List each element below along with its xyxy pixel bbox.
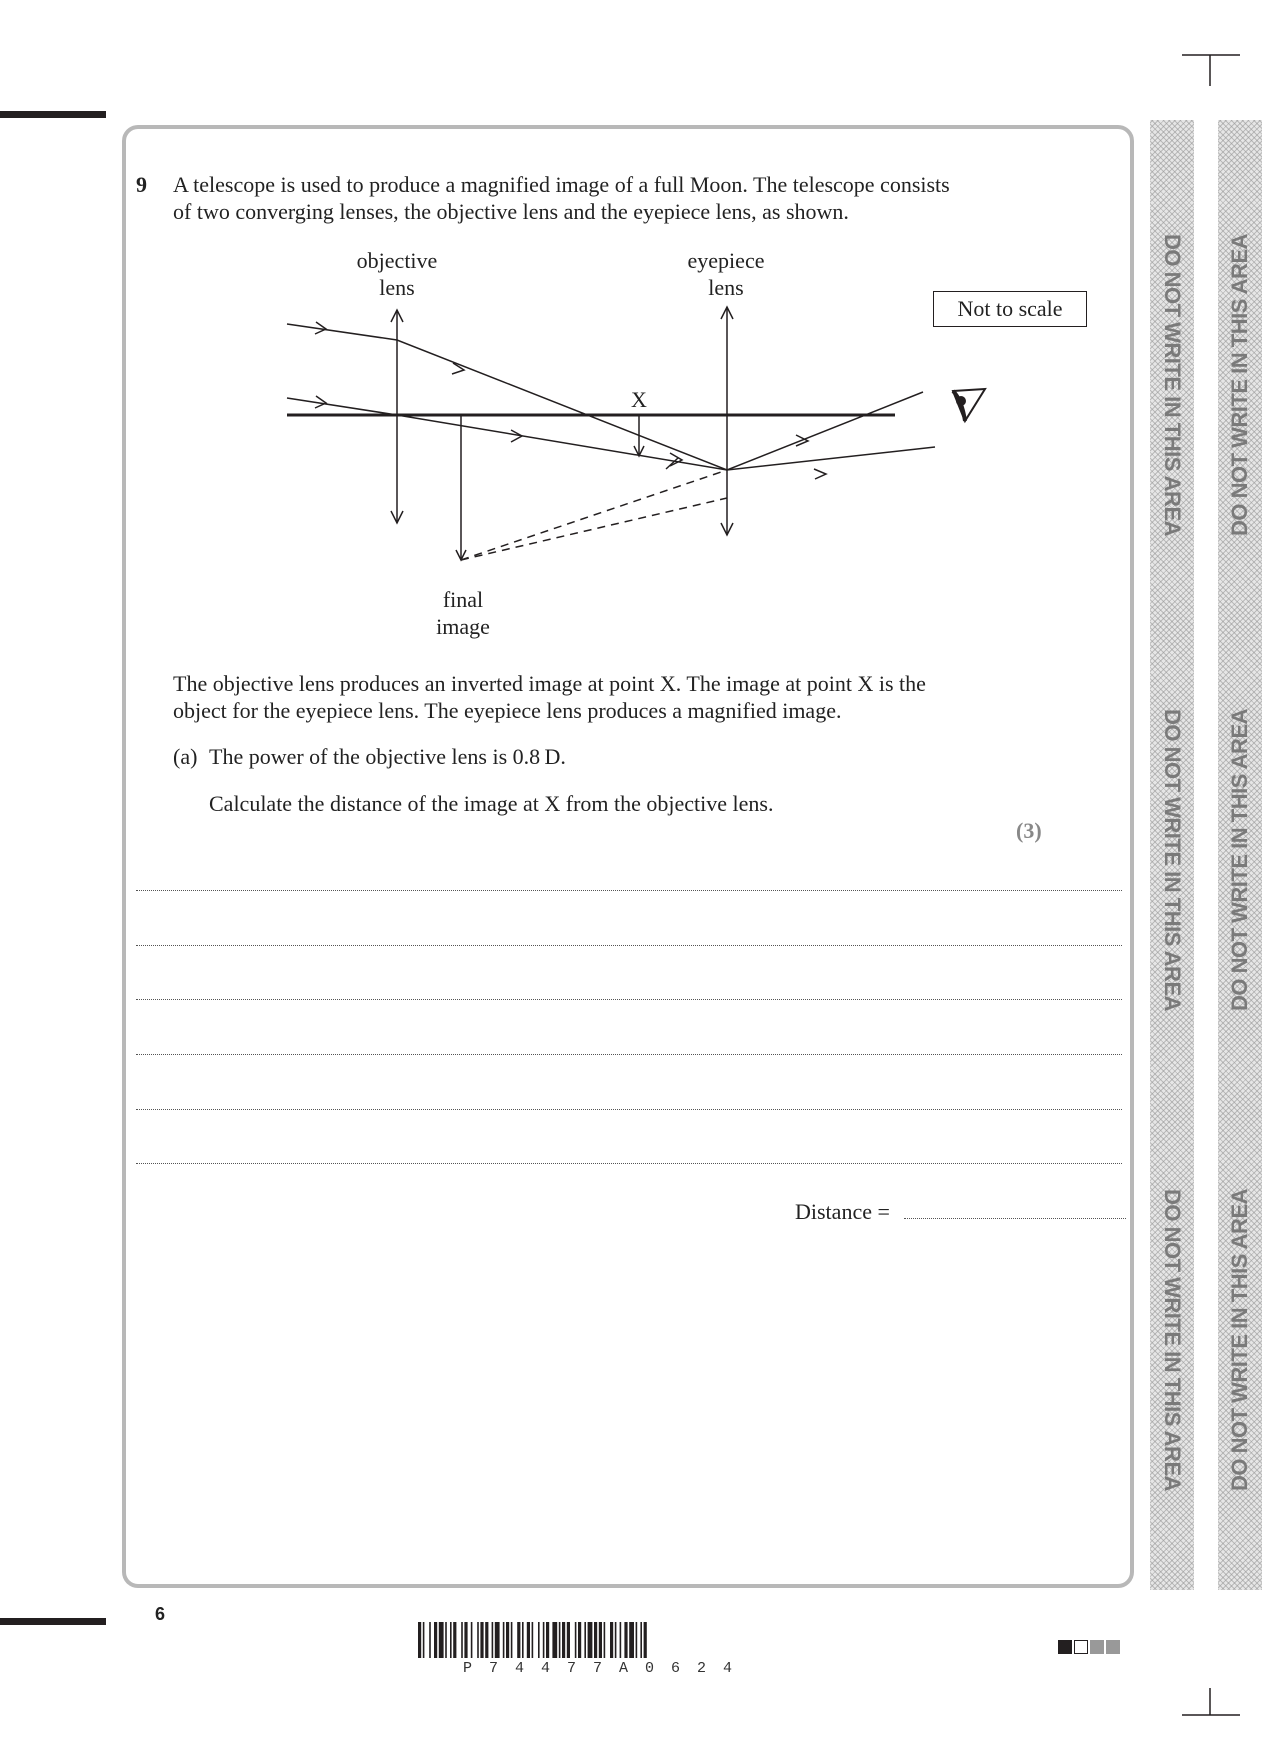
barcode-bar [578,1622,581,1658]
barcode-bar [445,1622,447,1658]
barcode-bar [629,1622,634,1658]
not-to-scale-box: Not to scale [933,291,1087,327]
barcode-bar [450,1622,452,1658]
question-intro-line-1: A telescope is used to produce a magnified image of a full Moon. The telescope consists [173,172,950,197]
barcode-bar [471,1622,473,1658]
dashed-line-lower [461,498,727,560]
barcode-bar [517,1622,520,1658]
page-marker-grey-2 [1106,1640,1120,1654]
barcode-bar [464,1622,467,1658]
body-para-line-2: object for the eyepiece lens. The eyepiece lens produces a magnified image. [173,698,842,723]
ray-top [287,324,935,470]
barcode-bar [552,1622,557,1658]
barcode-bar [418,1622,421,1658]
barcode-bar [604,1622,606,1658]
final-image-label-line1: final [442,587,484,612]
barcode-bar [543,1622,545,1658]
barcode-bar [640,1622,642,1658]
page-marker-filled [1058,1640,1072,1654]
barcode-bar [567,1622,570,1658]
barcode-bar [636,1622,638,1658]
barcode-bar [429,1622,431,1658]
question-intro-line-2: of two converging lenses, the objective lens and the eyepiece lens, as shown. [173,199,849,224]
barcode-bar [485,1622,488,1658]
barcode-bar [546,1622,549,1658]
answer-line-3[interactable] [136,999,1122,1000]
barcode [418,1622,842,1658]
barcode-bar [503,1622,505,1658]
dashed-line-upper [461,470,727,560]
barcode-bar [610,1622,613,1658]
warning-inner-1: DO NOT WRITE IN THIS AREA [1160,233,1185,537]
barcode-bar [439,1622,444,1658]
page-number: 6 [155,1604,166,1624]
barcode-bar [624,1622,627,1658]
part-a-statement: The power of the objective lens is 0.8 D. [209,744,566,769]
warning-outer-3: DO NOT WRITE IN THIS AREA [1227,1188,1252,1492]
barcode-bar [599,1622,602,1658]
barcode-bar [588,1622,593,1658]
answer-line-4[interactable] [136,1054,1122,1055]
warning-outer-1: DO NOT WRITE IN THIS AREA [1227,233,1252,537]
barcode-bar [532,1622,534,1658]
distance-answer-line[interactable] [904,1218,1126,1219]
barcode-bar [620,1622,622,1658]
barcode-bar [492,1622,494,1658]
barcode-bar [559,1622,561,1658]
part-a-marks: (3) [1016,818,1042,843]
barcode-bar [480,1622,483,1658]
eyepiece-label-line2: lens [708,275,744,300]
barcode-bar [584,1622,586,1658]
answer-line-2[interactable] [136,945,1122,946]
barcode-bar [522,1622,524,1658]
final-image-label-line2: image [436,614,490,639]
barcode-bar [644,1622,647,1658]
distance-label: Distance = [795,1199,890,1224]
barcode-bar [575,1622,577,1658]
barcode-bar [461,1622,463,1658]
ray-top-arrow-4 [814,469,826,479]
answer-line-5[interactable] [136,1109,1122,1110]
part-a-label: (a) [173,744,198,769]
warning-outer-2: DO NOT WRITE IN THIS AREA [1227,708,1252,1012]
barcode-bar [506,1622,509,1658]
page-marker-empty [1074,1640,1088,1654]
barcode-bar [453,1622,456,1658]
barcode-bar [423,1622,425,1658]
answer-line-1[interactable] [136,890,1122,891]
question-number: 9 [136,172,147,197]
barcode-bar [527,1622,530,1658]
page-marker-grey-1 [1090,1640,1104,1654]
barcode-bar [538,1622,540,1658]
barcode-bar [511,1622,513,1658]
body-para-line-1: The objective lens produces an inverted image at point X. The image at point X is the [173,671,926,696]
warning-inner-2: DO NOT WRITE IN THIS AREA [1160,708,1185,1012]
eye-icon [953,389,985,421]
answer-line-6[interactable] [136,1163,1122,1164]
objective-label-line2: lens [379,275,415,300]
barcode-bar [434,1622,437,1658]
barcode-bar [562,1622,565,1658]
part-a-instruction: Calculate the distance of the image at X from the objective lens. [209,791,774,816]
warning-inner-3: DO NOT WRITE IN THIS AREA [1160,1188,1185,1492]
barcode-bar [495,1622,500,1658]
barcode-bar [477,1622,479,1658]
eyepiece-label-line1: eyepiece [687,248,765,273]
objective-label-line1: objective [356,248,438,273]
point-x-label: X [631,387,647,412]
barcode-bar [594,1622,597,1658]
barcode-bar [615,1622,617,1658]
barcode-number: P74477A0624 [463,1660,750,1677]
